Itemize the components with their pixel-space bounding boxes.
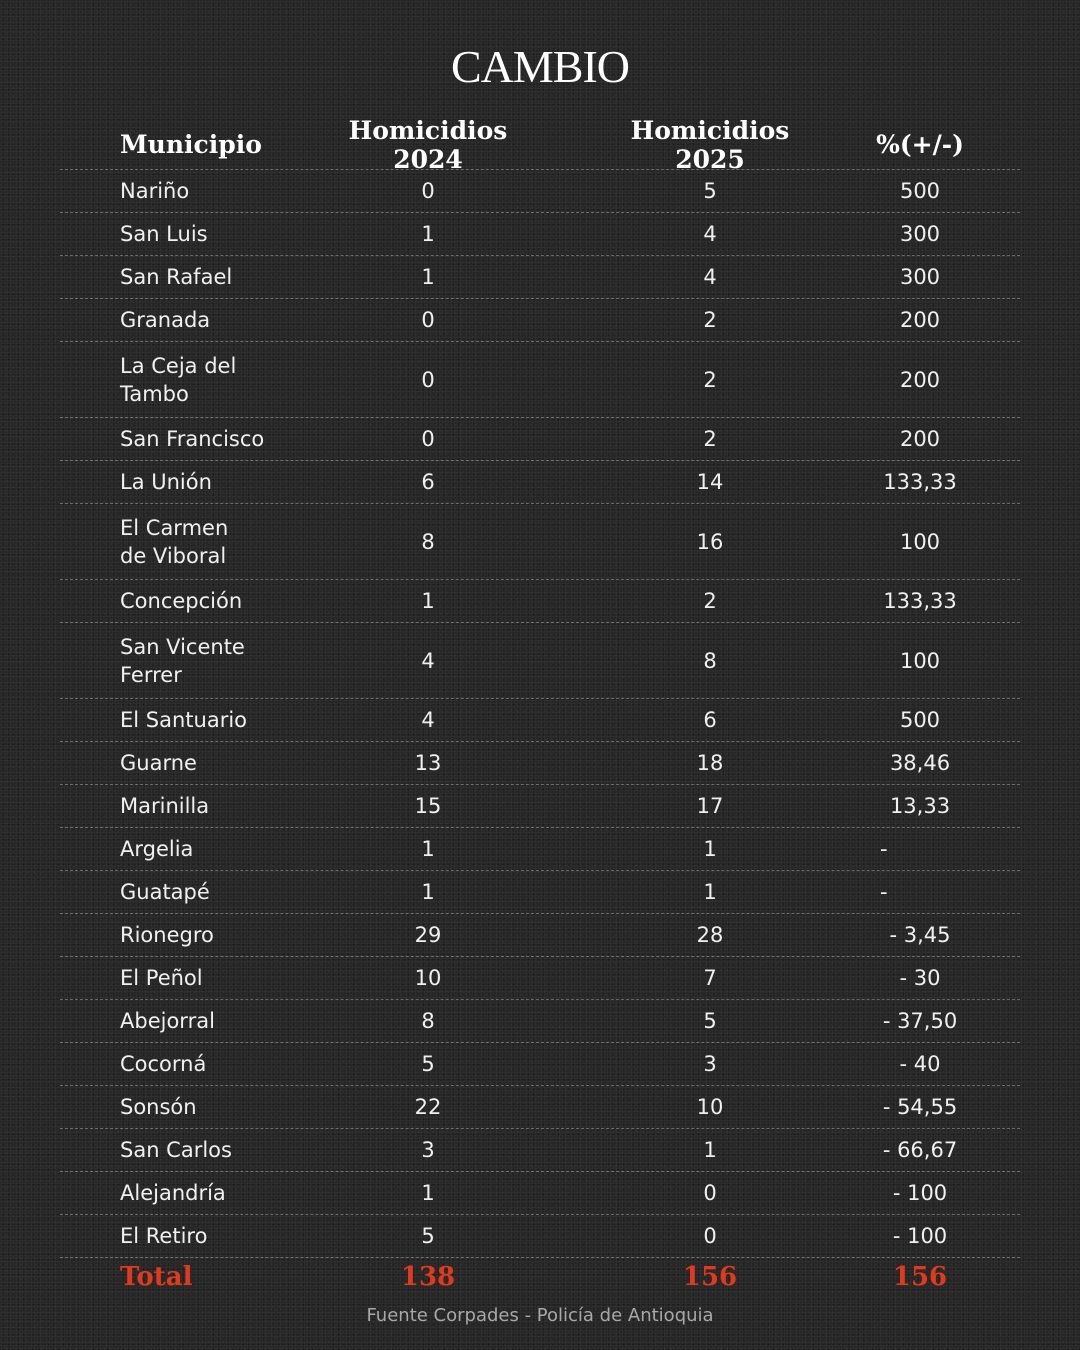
cell-h2024: 1 xyxy=(421,880,435,904)
cell-h2024: 0 xyxy=(421,308,435,332)
cell-h2025: 4 xyxy=(703,222,717,246)
table-row xyxy=(60,418,1020,461)
cell-h2025: 0 xyxy=(703,1224,717,1248)
table-row xyxy=(60,914,1020,957)
table-row xyxy=(60,580,1020,623)
cell-municipio: Argelia xyxy=(120,837,194,861)
cell-h2024: 15 xyxy=(414,794,442,818)
cell-municipio: El Carmen de Viboral xyxy=(120,515,229,568)
cell-h2025: 5 xyxy=(703,1009,717,1033)
cell-pct: - 3,45 xyxy=(889,923,951,947)
table-row xyxy=(60,1129,1020,1172)
total-label: Total xyxy=(120,1262,193,1292)
cell-h2024: 13 xyxy=(414,751,442,775)
cell-pct: - 40 xyxy=(899,1052,941,1076)
cell-h2025: 2 xyxy=(703,589,717,613)
cell-h2024: 4 xyxy=(421,708,435,732)
cell-municipio: Guatapé xyxy=(120,880,210,904)
cell-municipio: Sonsón xyxy=(120,1095,197,1119)
cell-h2025: 1 xyxy=(703,837,717,861)
table-row xyxy=(60,742,1020,785)
cell-municipio: Granada xyxy=(120,308,211,332)
cell-pct: 300 xyxy=(899,222,941,246)
cell-h2025: 18 xyxy=(696,751,724,775)
cell-municipio: San Vicente Ferrer xyxy=(120,634,245,687)
cell-pct: 100 xyxy=(899,648,941,673)
table-total-row xyxy=(60,1258,1020,1296)
cambio-logo: CAMBIO xyxy=(450,41,630,92)
cell-h2024: 10 xyxy=(414,966,442,990)
cell-h2025: 10 xyxy=(696,1095,724,1119)
cell-pct: 200 xyxy=(899,308,941,332)
cell-municipio: Marinilla xyxy=(120,794,210,818)
cell-municipio: Alejandría xyxy=(120,1181,226,1205)
cell-h2025: 2 xyxy=(703,367,717,392)
cell-h2025: 2 xyxy=(703,427,717,451)
source-credit: Fuente Corpades - Policía de Antioquia xyxy=(366,1305,714,1326)
homicide-table xyxy=(60,115,1020,1296)
table-header-row xyxy=(60,115,1020,174)
cell-pct: - 100 xyxy=(892,1224,948,1248)
table-row xyxy=(60,1000,1020,1043)
cell-municipio: La Ceja del Tambo xyxy=(120,353,237,406)
header-homicidios-2025: Homicidios 2025 xyxy=(630,115,790,174)
cell-municipio: Cocorná xyxy=(120,1052,207,1076)
cell-h2025: 7 xyxy=(703,966,717,990)
cell-h2025: 1 xyxy=(703,880,717,904)
cell-municipio: Guarne xyxy=(120,751,197,775)
total-pct: 156 xyxy=(892,1262,948,1292)
cell-municipio: El Retiro xyxy=(120,1224,208,1248)
cell-municipio: La Unión xyxy=(120,470,212,494)
cell-h2024: 8 xyxy=(421,529,435,554)
cell-h2024: 0 xyxy=(421,367,435,392)
table-row xyxy=(60,871,1020,914)
cell-h2025: 6 xyxy=(703,708,717,732)
cell-h2024: 3 xyxy=(421,1138,435,1162)
total-h2024: 138 xyxy=(400,1262,456,1292)
table-row xyxy=(60,623,1020,699)
cell-pct: 133,33 xyxy=(883,589,957,613)
cell-pct: 500 xyxy=(899,708,941,732)
header-homicidios-2024: Homicidios 2024 xyxy=(348,115,508,174)
table-row xyxy=(60,1086,1020,1129)
table-row xyxy=(60,256,1020,299)
cell-h2024: 8 xyxy=(421,1009,435,1033)
header-percent-change: %(+/-) xyxy=(876,130,964,159)
cell-h2024: 5 xyxy=(421,1052,435,1076)
cell-h2024: 0 xyxy=(421,179,435,203)
cell-h2024: 5 xyxy=(421,1224,435,1248)
cell-municipio: San Carlos xyxy=(120,1138,232,1162)
cell-h2024: 22 xyxy=(414,1095,442,1119)
cell-pct: 100 xyxy=(899,529,941,554)
cell-h2025: 14 xyxy=(696,470,724,494)
cell-h2024: 1 xyxy=(421,837,435,861)
cell-h2025: 1 xyxy=(703,1138,717,1162)
table-row xyxy=(60,461,1020,504)
cell-h2025: 2 xyxy=(703,308,717,332)
header-municipio: Municipio xyxy=(120,130,262,159)
table-row xyxy=(60,170,1020,213)
cell-h2024: 29 xyxy=(414,923,442,947)
cell-municipio: Nariño xyxy=(120,179,190,203)
table-row xyxy=(60,699,1020,742)
cell-municipio: San Luis xyxy=(120,222,208,246)
cell-municipio: San Francisco xyxy=(120,427,265,451)
cell-pct: 38,46 xyxy=(889,751,951,775)
cell-h2025: 0 xyxy=(703,1181,717,1205)
cell-h2024: 1 xyxy=(421,265,435,289)
cell-municipio: El Peñol xyxy=(120,966,203,990)
cell-h2025: 28 xyxy=(696,923,724,947)
cell-h2024: 0 xyxy=(421,427,435,451)
cell-municipio: Concepción xyxy=(120,589,243,613)
cell-pct: - xyxy=(880,880,888,904)
cell-pct: - 66,67 xyxy=(882,1138,958,1162)
table-row xyxy=(60,342,1020,418)
cell-pct: - 54,55 xyxy=(882,1095,958,1119)
table-row xyxy=(60,1043,1020,1086)
cell-pct: - 100 xyxy=(892,1181,948,1205)
cell-h2024: 1 xyxy=(421,222,435,246)
cell-h2024: 1 xyxy=(421,589,435,613)
cell-pct: - 30 xyxy=(899,966,941,990)
table-row xyxy=(60,1172,1020,1215)
table-row xyxy=(60,504,1020,580)
cell-pct: - xyxy=(880,837,888,861)
cell-h2025: 17 xyxy=(696,794,724,818)
total-h2025: 156 xyxy=(682,1262,738,1292)
cell-h2025: 16 xyxy=(696,529,724,554)
cell-municipio: Abejorral xyxy=(120,1009,215,1033)
cell-h2024: 1 xyxy=(421,1181,435,1205)
cell-h2025: 5 xyxy=(703,179,717,203)
cell-pct: 300 xyxy=(899,265,941,289)
cell-pct: 500 xyxy=(899,179,941,203)
cell-h2024: 6 xyxy=(421,470,435,494)
table-row xyxy=(60,213,1020,256)
cell-municipio: Rionegro xyxy=(120,923,214,947)
cell-pct: 133,33 xyxy=(883,470,957,494)
cell-h2025: 8 xyxy=(703,648,717,673)
table-row xyxy=(60,957,1020,1000)
table-row xyxy=(60,828,1020,871)
cell-h2024: 4 xyxy=(421,648,435,673)
cell-h2025: 3 xyxy=(703,1052,717,1076)
cell-municipio: San Rafael xyxy=(120,265,233,289)
table-row xyxy=(60,785,1020,828)
table-row xyxy=(60,299,1020,342)
cell-pct: - 37,50 xyxy=(882,1009,958,1033)
cell-municipio: El Santuario xyxy=(120,708,248,732)
cell-pct: 200 xyxy=(899,367,941,392)
table-row xyxy=(60,1215,1020,1258)
cell-h2025: 4 xyxy=(703,265,717,289)
cell-pct: 13,33 xyxy=(889,794,951,818)
cell-pct: 200 xyxy=(899,427,941,451)
